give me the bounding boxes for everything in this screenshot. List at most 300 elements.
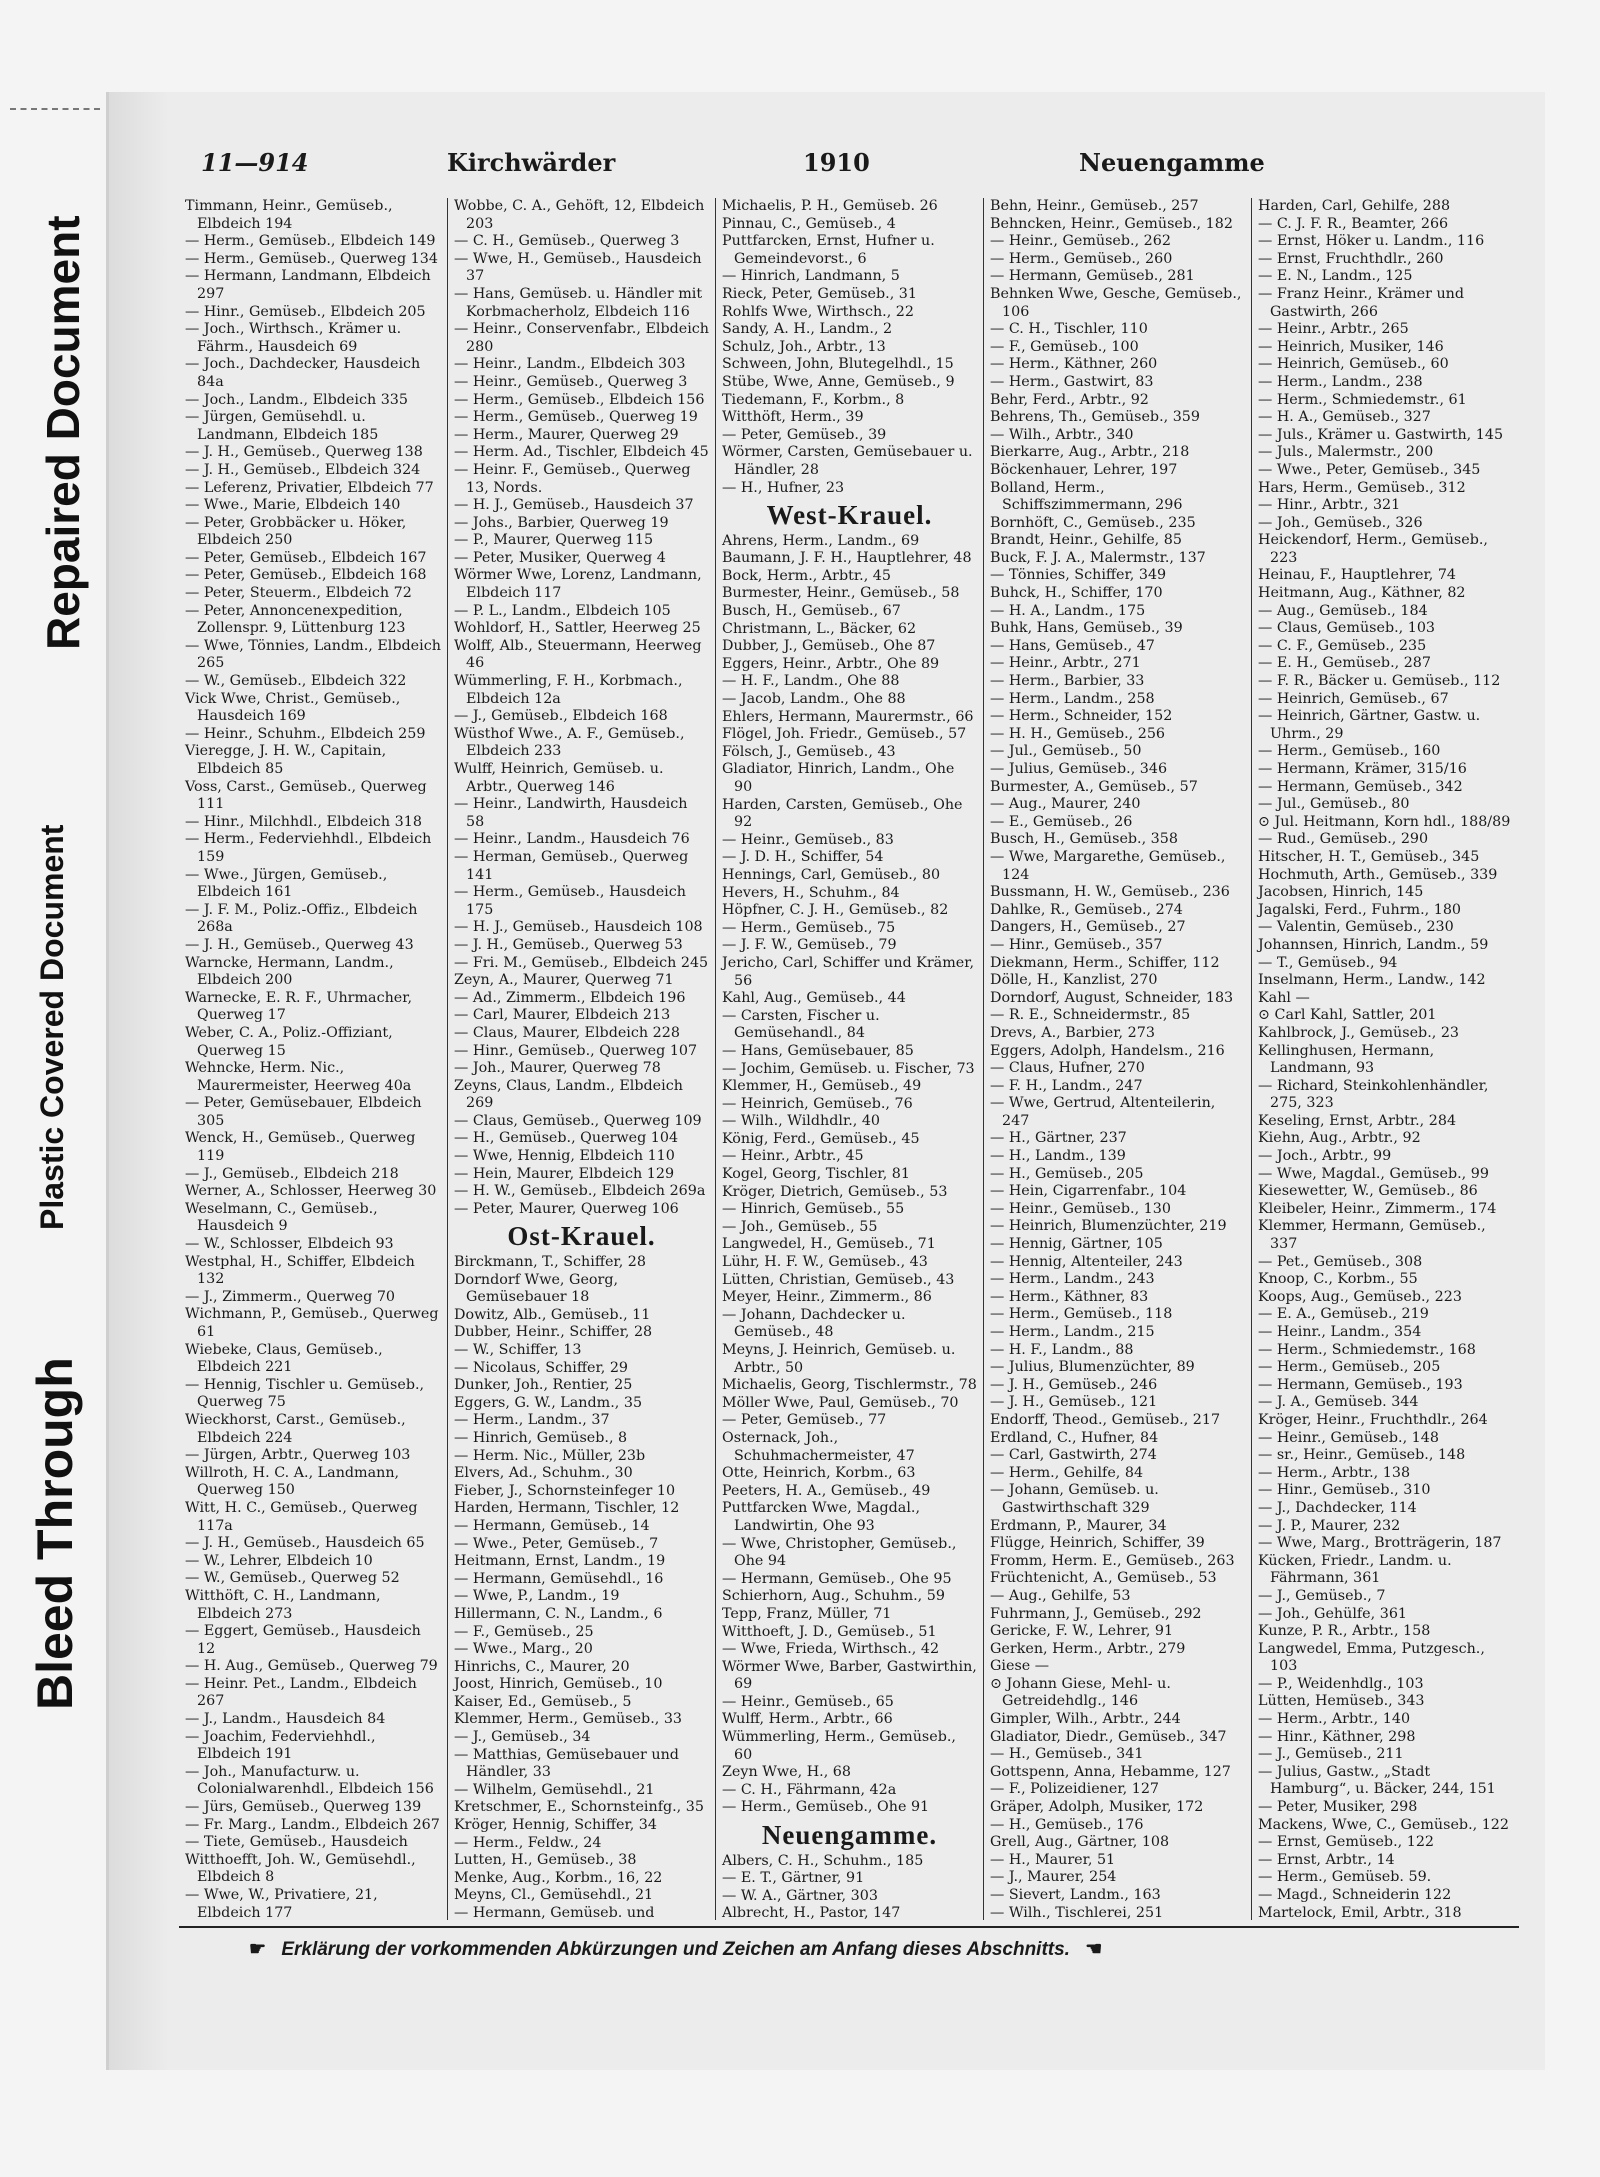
directory-entry: Grell, Aug., Gärtner, 108 bbox=[990, 1834, 1170, 1851]
directory-entry: Mackens, Wwe, C., Gemüseb., 122 bbox=[1258, 1816, 1509, 1833]
directory-entry: ⊙ Jul. Heitmann, Korn hdl., 188/89 bbox=[1258, 813, 1511, 830]
directory-entry: — Heinr., Landm., 354 bbox=[1258, 1324, 1422, 1340]
label-plastic-covered-document: Plastic Covered Document bbox=[34, 824, 70, 1230]
directory-entry: — Hennig, Tischler u. Gemüseb., Querweg 75 bbox=[185, 1376, 425, 1411]
directory-entry: Gladiator, Diedr., Gemüseb., 347 bbox=[990, 1728, 1227, 1745]
directory-entry: Drevs, A., Barbier, 273 bbox=[990, 1024, 1155, 1041]
directory-entry: — Herm., Arbtr., 138 bbox=[1258, 1464, 1411, 1481]
directory-entry: Buck, F. J. A., Malermstr., 137 bbox=[990, 549, 1206, 566]
directory-entry: — Wwe, Marg., Brotträgerin, 187 bbox=[1258, 1535, 1502, 1552]
directory-entry: — Claus, Maurer, Elbdeich 228 bbox=[454, 1024, 680, 1041]
directory-entry: — Hinr., Käthner, 298 bbox=[1258, 1728, 1416, 1745]
directory-column bbox=[447, 198, 715, 1920]
directory-entry: Böckenhauer, Lehrer, 197 bbox=[990, 461, 1178, 478]
directory-entry: Giese — bbox=[990, 1658, 1050, 1675]
directory-entry: Kücken, Friedr., Landm. u. Fährmann, 361 bbox=[1258, 1552, 1452, 1587]
directory-entry: — Peter, Steuerm., Elbdeich 72 bbox=[185, 585, 412, 602]
directory-entry: Puttfarcken Wwe, Magdal., Landwirtin, Ohe 93 bbox=[722, 1500, 920, 1534]
directory-entry: Fuhrmann, J., Gemüseb., 292 bbox=[990, 1605, 1202, 1622]
bottom-rule bbox=[179, 1926, 1519, 1928]
directory-entry: — Claus, Gemüseb., 103 bbox=[1258, 620, 1436, 637]
directory-entry: — J. H., Gemüseb., 246 bbox=[990, 1376, 1158, 1393]
directory-entry: Heickendorf, Herm., Gemüseb., 223 bbox=[1258, 532, 1488, 566]
directory-entry: — Aug., Maurer, 240 bbox=[990, 796, 1141, 813]
directory-entry: — Herm., Gemüseb., Elbdeich 149 bbox=[185, 233, 436, 250]
directory-entry: Westphal, H., Schiffer, Elbdeich 132 bbox=[185, 1253, 415, 1288]
directory-entry: — Heinrich, Musiker, 146 bbox=[1258, 338, 1444, 355]
directory-entry: — Hans, Gemüsebauer, 85 bbox=[722, 1042, 914, 1059]
directory-entry: Vick Wwe, Christ., Gemüseb., Hausdeich 169 bbox=[185, 690, 401, 725]
directory-entry: — Herm., Gemüseb., 205 bbox=[1258, 1359, 1441, 1376]
directory-entry: — Herm., Gemüseb., 260 bbox=[990, 250, 1173, 267]
directory-entry: — R. E., Schneidermstr., 85 bbox=[990, 1007, 1191, 1024]
directory-entry: Kröger, Hennig, Schiffer, 34 bbox=[454, 1817, 657, 1834]
directory-entry: Johannsen, Hinrich, Landm., 59 bbox=[1258, 936, 1489, 953]
directory-entry: Vieregge, J. H. W., Capitain, Elbdeich 85 bbox=[185, 743, 387, 777]
directory-entry: — Juls., Malermstr., 200 bbox=[1258, 444, 1434, 461]
directory-entry: — E., Gemüseb., 26 bbox=[990, 813, 1133, 830]
directory-entry: Rieck, Peter, Gemüseb., 31 bbox=[722, 285, 917, 302]
directory-entry: — Hennig, Gärtner, 105 bbox=[990, 1236, 1163, 1253]
directory-entry: — P., Maurer, Querweg 115 bbox=[454, 532, 654, 549]
directory-entry: Wulff, Herm., Arbtr., 66 bbox=[722, 1711, 893, 1728]
header-district: Neuengamme bbox=[1079, 148, 1265, 177]
directory-entry: — J., Zimmerm., Querweg 70 bbox=[185, 1288, 396, 1305]
directory-entry: Buhk, Hans, Gemüseb., 39 bbox=[990, 620, 1183, 637]
directory-entry: — Herm., Käthner, 83 bbox=[990, 1288, 1149, 1305]
directory-entry: Behrens, Th., Gemüseb., 359 bbox=[990, 409, 1200, 426]
directory-entry: — Johann, Gemüseb. u. Gastwirthschaft 329 bbox=[990, 1482, 1159, 1516]
directory-entry: — Heinr., Arbtr., 265 bbox=[1258, 321, 1409, 338]
directory-entry: — Jul., Gemüseb., 50 bbox=[990, 743, 1142, 760]
directory-entry: Dorndorf Wwe, Georg, Gemüsebauer 18 bbox=[454, 1271, 619, 1306]
directory-entry: — Julius, Gastw., „Stadt Hamburg“, u. Bäcker, 244, 151 bbox=[1258, 1763, 1496, 1798]
directory-entry: Buhck, H., Schiffer, 170 bbox=[990, 585, 1163, 602]
directory-entry: — F., Gemüseb., 25 bbox=[454, 1623, 594, 1640]
directory-entry: — Hinr., Gemüseb., Elbdeich 205 bbox=[185, 303, 426, 320]
pointing-hand-icon: ☚ bbox=[1085, 1939, 1103, 1960]
directory-entry: — Herm. Ad., Tischler, Elbdeich 45 bbox=[454, 444, 709, 461]
directory-entry: — Fr. Marg., Landm., Elbdeich 267 bbox=[185, 1816, 440, 1833]
directory-entry: — Herm., Arbtr., 140 bbox=[1258, 1711, 1411, 1728]
directory-entry: Klemmer, Hermann, Gemüseb., 337 bbox=[1258, 1218, 1486, 1253]
directory-entry: Erdland, C., Hufner, 84 bbox=[990, 1429, 1159, 1446]
page-number: 11—914 bbox=[201, 148, 309, 177]
directory-entry: Voss, Carst., Gemüseb., Querweg 111 bbox=[185, 778, 427, 813]
directory-entry: — Herm., Gemüseb., 118 bbox=[990, 1306, 1173, 1323]
directory-entry: — Herm., Gastwirt, 83 bbox=[990, 373, 1154, 390]
directory-entry: Langwedel, Emma, Putzgesch., 103 bbox=[1258, 1640, 1485, 1675]
directory-entry: — F. H., Landm., 247 bbox=[990, 1077, 1143, 1094]
directory-entry: — Wwe, Magdal., Gemüseb., 99 bbox=[1258, 1165, 1489, 1182]
directory-entry: — Heinr., Gemüseb., Querweg 3 bbox=[454, 373, 688, 390]
directory-entry: — J. H., Gemüseb., Querweg 138 bbox=[185, 444, 423, 461]
directory-entry: — Tiete, Gemüseb., Hausdeich bbox=[185, 1834, 408, 1851]
directory-entry: — Jürgen, Gemüsehdl. u. Landmann, Elbdeich 185 bbox=[185, 409, 379, 443]
directory-entry: — J. H., Gemüseb., 121 bbox=[990, 1394, 1158, 1411]
directory-entry: — Hermann, Landmann, Elbdeich 297 bbox=[185, 268, 431, 302]
directory-entry: Weselmann, C., Gemüseb., Hausdeich 9 bbox=[185, 1200, 378, 1235]
directory-entry: — H. H., Gemüseb., 256 bbox=[990, 725, 1166, 742]
directory-entry: — Hermann, Krämer, 315/16 bbox=[1258, 761, 1467, 777]
directory-entry: — H. W., Gemüseb., Elbdeich 269a bbox=[454, 1183, 706, 1200]
directory-entry: — Carl, Maurer, Elbdeich 213 bbox=[454, 1007, 671, 1024]
directory-entry: Hennings, Carl, Gemüseb., 80 bbox=[722, 866, 941, 883]
directory-entry: — Herm., Landm., 37 bbox=[454, 1412, 610, 1429]
directory-entry: Meyer, Heinr., Zimmerm., 86 bbox=[722, 1289, 932, 1306]
directory-entry: — Joh., Gemüseb., 326 bbox=[1258, 514, 1423, 531]
directory-entry: Behnken Wwe, Gesche, Gemüseb., 106 bbox=[990, 285, 1242, 320]
directory-entry: Zeyns, Claus, Landm., Elbdeich 269 bbox=[454, 1077, 683, 1112]
directory-entry: — Hinr., Gemüseb., 357 bbox=[990, 936, 1163, 953]
directory-entry: — F. R., Bäcker u. Gemüseb., 112 bbox=[1258, 673, 1501, 690]
directory-entry: Joost, Hinrich, Gemüseb., 10 bbox=[454, 1676, 663, 1693]
directory-entry: Wobbe, C. A., Gehöft, 12, Elbdeich 203 bbox=[454, 198, 705, 232]
directory-entry: Diekmann, Herm., Schiffer, 112 bbox=[990, 954, 1220, 971]
directory-entry: Schierhorn, Aug., Schuhm., 59 bbox=[722, 1588, 945, 1605]
directory-entry: Pinnau, C., Gemüseb., 4 bbox=[722, 215, 896, 232]
directory-entry: — Peter, Maurer, Querweg 106 bbox=[454, 1200, 679, 1217]
directory-entry: — J. H., Gemüseb., Querweg 43 bbox=[185, 936, 414, 953]
directory-entry: — Peter, Gemüseb., 77 bbox=[722, 1412, 887, 1429]
directory-entry: Rohlfs Wwe, Wirthsch., 22 bbox=[722, 303, 914, 320]
directory-entry: Witthöft, C. H., Landmann, Elbdeich 273 bbox=[185, 1587, 381, 1622]
directory-entry: — Peter, Gemüseb., Elbdeich 167 bbox=[185, 549, 427, 566]
directory-entry: Gimpler, Wilh., Arbtr., 244 bbox=[990, 1711, 1181, 1728]
directory-entry: Weber, C. A., Poliz.-Offiziant, Querweg 15 bbox=[185, 1024, 393, 1059]
page-binding-edge bbox=[109, 92, 169, 2070]
directory-entry: — Herman, Gemüseb., Querweg 141 bbox=[454, 848, 689, 883]
directory-entry: Harden, Hermann, Tischler, 12 bbox=[454, 1500, 680, 1517]
directory-entry: — Wwe., Marg., 20 bbox=[454, 1641, 593, 1658]
directory-entry: — Joh., Maurer, Querweg 78 bbox=[454, 1060, 661, 1077]
directory-entry: — Hermann, Gemüseb., 281 bbox=[990, 268, 1195, 285]
header-place: Kirchwärder bbox=[447, 148, 616, 177]
directory-entry: — J., Gemüseb., 211 bbox=[1258, 1746, 1404, 1763]
directory-entry: Behn, Heinr., Gemüseb., 257 bbox=[990, 198, 1199, 214]
directory-entry: — Juls., Krämer u. Gastwirth, 145 bbox=[1258, 426, 1504, 443]
directory-entry: Ehlers, Hermann, Maurermstr., 66 bbox=[722, 708, 974, 725]
directory-entry: Wenck, H., Gemüseb., Querweg 119 bbox=[185, 1130, 416, 1165]
directory-entry: Hevers, H., Schuhm., 84 bbox=[722, 884, 900, 901]
directory-columns bbox=[179, 198, 1519, 1920]
directory-entry: Witthoefft, Joh. W., Gemüsehdl., Elbdeich 8 bbox=[185, 1851, 416, 1886]
directory-entry: — H. F., Landm., 88 bbox=[990, 1341, 1134, 1358]
directory-entry: Lütten, Christian, Gemüseb., 43 bbox=[722, 1271, 955, 1288]
directory-entry: — Hinrich, Gemüseb., 8 bbox=[454, 1429, 628, 1446]
directory-entry: Peeters, H. A., Gemüseb., 49 bbox=[722, 1482, 931, 1499]
directory-entry: Kellinghusen, Hermann, Landmann, 93 bbox=[1258, 1042, 1435, 1077]
directory-entry: Gericke, F. W., Lehrer, 91 bbox=[990, 1623, 1174, 1640]
directory-entry: Kahlbrock, J., Gemüseb., 23 bbox=[1258, 1024, 1460, 1041]
directory-entry: Fromm, Herm. E., Gemüseb., 263 bbox=[990, 1552, 1235, 1569]
directory-entry: — Hein, Maurer, Elbdeich 129 bbox=[454, 1165, 675, 1182]
directory-entry: — Herm., Landm., 258 bbox=[990, 690, 1155, 707]
directory-entry: — W., Lehrer, Elbdeich 10 bbox=[185, 1552, 373, 1569]
directory-entry: Jacobsen, Hinrich, 145 bbox=[1258, 884, 1424, 901]
directory-entry: — J., Gemüseb., 7 bbox=[1258, 1587, 1386, 1604]
directory-entry: — Heinr., Arbtr., 45 bbox=[722, 1148, 864, 1165]
directory-entry: Werner, A., Schlosser, Heerweg 30 bbox=[185, 1183, 437, 1200]
directory-entry: — Claus, Hufner, 270 bbox=[990, 1060, 1145, 1077]
directory-entry: — Herm., Landm., 238 bbox=[1258, 373, 1423, 390]
directory-entry: Bock, Herm., Arbtr., 45 bbox=[722, 567, 891, 584]
directory-entry: — Herm. Nic., Müller, 23b bbox=[454, 1447, 646, 1464]
directory-entry: — Herm., Gemüseb., Elbdeich 156 bbox=[454, 391, 705, 408]
directory-entry: — Jürgen, Arbtr., Querweg 103 bbox=[185, 1447, 411, 1464]
directory-entry: — W. A., Gärtner, 303 bbox=[722, 1887, 878, 1904]
directory-entry: Wiebeke, Claus, Gemüseb., Elbdeich 221 bbox=[185, 1341, 383, 1376]
directory-entry: — Joch., Dachdecker, Hausdeich 84a bbox=[185, 356, 421, 390]
directory-entry: — Julius, Blumenzüchter, 89 bbox=[990, 1359, 1195, 1376]
directory-entry: — C. F., Gemüseb., 235 bbox=[1258, 637, 1427, 654]
directory-entry: — Herm., Gemüseb., 75 bbox=[722, 919, 896, 936]
directory-entry: — Hermann, Gemüsehdl., 16 bbox=[454, 1570, 664, 1587]
directory-entry: — Heinr., Landm., Hausdeich 76 bbox=[454, 831, 690, 848]
directory-entry: Zeyn, A., Maurer, Querweg 71 bbox=[454, 972, 674, 989]
directory-entry: — Heinrich, Gärtner, Gastw. u. Uhrm., 29 bbox=[1258, 708, 1481, 742]
directory-entry: Brandt, Heinr., Gehilfe, 85 bbox=[990, 532, 1182, 549]
directory-entry: — J. D. H., Schiffer, 54 bbox=[722, 849, 884, 866]
directory-entry: — Joh., Gehülfe, 361 bbox=[1258, 1605, 1408, 1622]
directory-entry: Behncken, Heinr., Gemüseb., 182 bbox=[990, 215, 1233, 232]
directory-entry: — Herm., Federviehhdl., Elbdeich 159 bbox=[185, 831, 432, 865]
directory-entry: Dowitz, Alb., Gemüseb., 11 bbox=[454, 1306, 651, 1323]
directory-entry: — Hinr., Arbtr., 321 bbox=[1258, 497, 1401, 514]
directory-entry: Inselmann, Herm., Landw., 142 bbox=[1258, 972, 1486, 989]
directory-entry: — E. N., Landm., 125 bbox=[1258, 268, 1413, 285]
directory-entry: — Heinr., Conservenfabr., Elbdeich 280 bbox=[454, 321, 710, 355]
directory-entry: — Hermann, Gemüseb. und bbox=[454, 1905, 655, 1920]
directory-entry: — E. T., Gärtner, 91 bbox=[722, 1870, 865, 1887]
section-title: Ost-Krauel. bbox=[507, 1221, 656, 1252]
directory-entry: — W., Schlosser, Elbdeich 93 bbox=[185, 1236, 394, 1253]
directory-entry: Bolland, Herm., Schiffszimmermann, 296 bbox=[990, 479, 1183, 514]
directory-entry: — Sievert, Landm., 163 bbox=[990, 1887, 1161, 1903]
directory-entry: — F., Polizeidiener, 127 bbox=[990, 1781, 1160, 1798]
scanned-page bbox=[106, 92, 1545, 2070]
directory-entry: — Heinr., Gemüseb., 83 bbox=[722, 831, 894, 848]
directory-entry: Langwedel, H., Gemüseb., 71 bbox=[722, 1236, 936, 1253]
directory-entry: Warncke, Hermann, Landm., Elbdeich 200 bbox=[185, 954, 394, 989]
directory-entry: Kiehn, Aug., Arbtr., 92 bbox=[1258, 1130, 1421, 1147]
directory-entry: — Julius, Gemüseb., 346 bbox=[990, 761, 1168, 777]
directory-entry: — Peter, Gemüsebauer, Elbdeich 305 bbox=[185, 1095, 422, 1129]
directory-entry: — H. J., Gemüseb., Hausdeich 108 bbox=[454, 919, 703, 936]
directory-entry: — Hein, Cigarrenfabr., 104 bbox=[990, 1183, 1187, 1200]
directory-entry: — Heinr. Pet., Landm., Elbdeich 267 bbox=[185, 1675, 417, 1710]
directory-entry: Hillermann, C. N., Landm., 6 bbox=[454, 1605, 663, 1622]
directory-entry: — Valentin, Gemüseb., 230 bbox=[1258, 919, 1454, 936]
directory-entry: — Heinr., Arbtr., 271 bbox=[990, 655, 1141, 672]
directory-entry: Puttfarcken, Ernst, Hufner u. Gemeindevorst., 6 bbox=[722, 233, 935, 267]
directory-entry: Michaelis, P. H., Gemüseb. 26 bbox=[722, 198, 938, 214]
directory-entry: — Hinr., Gemüseb., 310 bbox=[1258, 1482, 1431, 1499]
directory-entry: ⊙ Johann Giese, Mehl- u. Getreidehdlg., 146 bbox=[990, 1675, 1171, 1710]
directory-entry: — Peter, Musiker, 298 bbox=[1258, 1799, 1418, 1816]
directory-entry: — Aug., Gehilfe, 53 bbox=[990, 1587, 1131, 1604]
directory-entry: — W., Gemüseb., Querweg 52 bbox=[185, 1570, 400, 1587]
directory-entry: Tepp, Franz, Müller, 71 bbox=[722, 1605, 892, 1622]
directory-entry: Kleibeler, Heinr., Zimmerm., 174 bbox=[1258, 1200, 1497, 1217]
directory-entry: Christmann, L., Bäcker, 62 bbox=[722, 620, 917, 637]
directory-entry: — Peter, Annoncenexpedition, Zollenspr. 9, Lüttenburg 123 bbox=[185, 602, 406, 637]
directory-entry: — Jul., Gemüseb., 80 bbox=[1258, 796, 1410, 813]
directory-entry: — Wwe., Jürgen, Gemüseb., Elbdeich 161 bbox=[185, 866, 388, 901]
directory-column bbox=[179, 198, 447, 1920]
directory-entry: Dunker, Joh., Rentier, 25 bbox=[454, 1377, 633, 1394]
directory-entry: — Herm., Barbier, 33 bbox=[990, 673, 1145, 690]
directory-entry: Kogel, Georg, Tischler, 81 bbox=[722, 1166, 910, 1183]
directory-entry: Höpfner, C. J. H., Gemüseb., 82 bbox=[722, 902, 949, 919]
directory-entry: — Wwe., Marie, Elbdeich 140 bbox=[185, 497, 401, 514]
directory-entry: — H. A., Gemüseb., 327 bbox=[1258, 409, 1431, 426]
directory-entry: — Hermann, Gemüseb., Ohe 95 bbox=[722, 1570, 952, 1587]
directory-entry: — F., Gemüseb., 100 bbox=[990, 338, 1139, 355]
directory-entry: Koops, Aug., Gemüseb., 223 bbox=[1258, 1288, 1462, 1305]
directory-entry: Ahrens, Herm., Landm., 69 bbox=[722, 532, 920, 549]
directory-entry: — Wwe, Margarethe, Gemüseb., 124 bbox=[990, 848, 1226, 883]
directory-entry: — Wwe., Peter, Gemüseb., 7 bbox=[454, 1535, 659, 1552]
directory-entry: — W., Gemüseb., Elbdeich 322 bbox=[185, 673, 407, 690]
directory-entry: — Wwe, Hennig, Elbdeich 110 bbox=[454, 1148, 675, 1165]
directory-entry: — Hinr., Milchhdl., Elbdeich 318 bbox=[185, 813, 422, 830]
directory-entry: — Pet., Gemüseb., 308 bbox=[1258, 1253, 1423, 1270]
footer-text: Erklärung der vorkommenden Abkürzungen und Zeichen am Anfang dieses Abschnitts. bbox=[281, 1939, 1070, 1960]
directory-entry: — Ernst, Arbtr., 14 bbox=[1258, 1851, 1395, 1868]
directory-entry: — Rud., Gemüseb., 290 bbox=[1258, 831, 1429, 848]
directory-entry: — Peter, Gemüseb., 39 bbox=[722, 426, 887, 443]
directory-entry: — Heinr. F., Gemüseb., Querweg 13, Nords. bbox=[454, 461, 691, 496]
directory-entry: — H., Maurer, 51 bbox=[990, 1851, 1116, 1868]
directory-entry: Harden, Carl, Gehilfe, 288 bbox=[1258, 198, 1451, 214]
directory-entry: Flögel, Joh. Friedr., Gemüseb., 57 bbox=[722, 726, 967, 743]
dashed-edge-mark bbox=[10, 108, 100, 116]
directory-entry: — Peter, Gemüseb., Elbdeich 168 bbox=[185, 567, 427, 584]
directory-entry: Kahl, Aug., Gemüseb., 44 bbox=[722, 990, 906, 1007]
directory-entry: — Wwe, H., Gemüseb., Hausdeich 37 bbox=[454, 250, 702, 285]
directory-entry: — Herm., Schneider, 152 bbox=[990, 708, 1173, 725]
pointing-hand-icon: ☛ bbox=[249, 1939, 267, 1960]
directory-entry: Sandy, A. H., Landm., 2 bbox=[722, 321, 893, 338]
directory-entry: Früchtenicht, A., Gemüseb., 53 bbox=[990, 1570, 1217, 1587]
directory-entry: Otte, Heinrich, Korbm., 63 bbox=[722, 1465, 916, 1482]
directory-entry: Heinau, F., Hauptlehrer, 74 bbox=[1258, 567, 1457, 584]
directory-entry: Lütten, Hemüseb., 343 bbox=[1258, 1693, 1425, 1710]
directory-entry: Zeyn Wwe, H., 68 bbox=[722, 1764, 852, 1781]
directory-entry: — H. F., Landm., Ohe 88 bbox=[722, 673, 900, 690]
directory-entry: — J., Gemüseb., Elbdeich 218 bbox=[185, 1165, 399, 1182]
directory-entry: — H., Gemüseb., 341 bbox=[990, 1746, 1144, 1763]
directory-entry: — Franz Heinr., Krämer und Gastwirth, 266 bbox=[1258, 285, 1465, 320]
directory-entry: — Wilh., Arbtr., 340 bbox=[990, 426, 1134, 443]
directory-entry: Wümmerling, F. H., Korbmach., Elbdeich 12a bbox=[454, 673, 683, 707]
directory-entry: — E. A., Gemüseb., 219 bbox=[1258, 1306, 1429, 1323]
directory-entry: — Nicolaus, Schiffer, 29 bbox=[454, 1359, 629, 1376]
directory-entry: — Hennig, Altenteiler, 243 bbox=[990, 1253, 1183, 1270]
directory-entry: — Hinrich, Gemüseb., 55 bbox=[722, 1201, 905, 1218]
directory-entry: Knoop, C., Korbm., 55 bbox=[1258, 1271, 1418, 1288]
directory-entry: Jagalski, Ferd., Fuhrm., 180 bbox=[1258, 901, 1462, 918]
directory-entry: Kunze, P. R., Arbtr., 158 bbox=[1258, 1623, 1431, 1640]
directory-entry: — Joachim, Federviehhdl., Elbdeich 191 bbox=[185, 1728, 376, 1763]
directory-entry: Dangers, H., Gemüseb., 27 bbox=[990, 919, 1186, 936]
directory-entry: — Jochim, Gemüseb. u. Fischer, 73 bbox=[722, 1060, 975, 1077]
directory-entry: — Leferenz, Privatier, Elbdeich 77 bbox=[185, 479, 434, 496]
directory-entry: Albrecht, H., Pastor, 147 bbox=[722, 1905, 901, 1920]
directory-entry: Baumann, J. F. H., Hauptlehrer, 48 bbox=[722, 550, 972, 567]
directory-entry: — H. A., Landm., 175 bbox=[990, 602, 1146, 619]
directory-entry: — Herm., Gemüseb. 59. bbox=[1258, 1869, 1432, 1886]
directory-entry: — Ad., Zimmerm., Elbdeich 196 bbox=[454, 989, 686, 1006]
directory-entry: Gräper, Adolph, Musiker, 172 bbox=[990, 1799, 1204, 1816]
directory-entry: — H., Landm., 139 bbox=[990, 1148, 1126, 1165]
directory-entry: Dahlke, R., Gemüseb., 274 bbox=[990, 901, 1183, 918]
label-repaired-document: Repaired Document bbox=[37, 215, 89, 650]
directory-entry: — Herm., Maurer, Querweg 29 bbox=[454, 426, 679, 443]
directory-entry: Wörmer Wwe, Lorenz, Landmann, Elbdeich 117 bbox=[454, 567, 702, 602]
directory-entry: — Wwe, W., Privatiere, 21, Elbdeich 177 bbox=[185, 1887, 378, 1920]
directory-entry: Wohldorf, H., Sattler, Heerweg 25 bbox=[454, 620, 701, 637]
directory-entry: — Heinrich, Gemüseb., 67 bbox=[1258, 690, 1449, 707]
directory-entry: — Wwe., Peter, Gemüseb., 345 bbox=[1258, 461, 1481, 478]
directory-entry: — H., Gemüseb., Querweg 104 bbox=[454, 1130, 679, 1147]
directory-entry: — H., Hufner, 23 bbox=[722, 479, 845, 496]
directory-entry: — Herm., Gemüseb., 160 bbox=[1258, 743, 1441, 760]
directory-entry: — Hans, Gemüseb., 47 bbox=[990, 637, 1155, 654]
directory-entry: Kaiser, Ed., Gemüseb., 5 bbox=[454, 1693, 632, 1710]
directory-entry: — Heinr., Gemüseb., 65 bbox=[722, 1693, 894, 1710]
directory-entry: Meyns, J. Heinrich, Gemüseb. u. Arbtr., 50 bbox=[722, 1342, 956, 1376]
directory-entry: — Herm., Gemüseb., Hausdeich 175 bbox=[454, 884, 686, 918]
directory-entry: Eggers, Heinr., Arbtr., Ohe 89 bbox=[722, 655, 940, 672]
directory-entry: — W., Schiffer, 13 bbox=[454, 1342, 582, 1358]
directory-entry: Michaelis, Georg, Tischlermstr., 78 bbox=[722, 1377, 977, 1394]
directory-entry: Harden, Carsten, Gemüseb., Ohe 92 bbox=[722, 796, 963, 831]
directory-entry: Schulz, Joh., Arbtr., 13 bbox=[722, 338, 886, 355]
directory-entry: Wolff, Alb., Steuermann, Heerweg 46 bbox=[454, 637, 702, 672]
directory-entry: — Eggert, Gemüseb., Hausdeich 12 bbox=[185, 1623, 421, 1657]
page-content bbox=[179, 148, 1519, 1960]
section-title: West-Krauel. bbox=[766, 500, 933, 531]
directory-entry: — J. F. W., Gemüseb., 79 bbox=[722, 937, 897, 954]
directory-entry: Gerken, Herm., Arbtr., 279 bbox=[990, 1640, 1186, 1657]
directory-entry: — Tönnies, Schiffer, 349 bbox=[990, 567, 1167, 584]
directory-entry: Martelock, Emil, Arbtr., 318 bbox=[1258, 1904, 1462, 1920]
directory-entry: — Heinr., Gemüseb., 130 bbox=[990, 1200, 1171, 1217]
directory-entry: Hitscher, H. T., Gemüseb., 345 bbox=[1258, 848, 1480, 865]
directory-entry: — P. L., Landm., Elbdeich 105 bbox=[454, 602, 671, 619]
directory-entry: — J. F. M., Poliz.-Offiz., Elbdeich 268a bbox=[185, 901, 418, 936]
directory-entry: — Carl, Gastwirth, 274 bbox=[990, 1447, 1157, 1464]
directory-entry: — Wilh., Tischlerei, 251 bbox=[990, 1904, 1164, 1920]
directory-entry: Dubber, Heinr., Schiffer, 28 bbox=[454, 1324, 653, 1341]
directory-entry: — Hinr., Gemüseb., Querweg 107 bbox=[454, 1042, 698, 1059]
side-labels bbox=[0, 0, 120, 2177]
directory-column bbox=[983, 198, 1251, 1920]
directory-entry: — Matthias, Gemüsebauer und Händler, 33 bbox=[454, 1746, 679, 1781]
directory-entry: Jericho, Carl, Schiffer und Krämer, 56 bbox=[722, 954, 975, 989]
directory-entry: — Jacob, Landm., Ohe 88 bbox=[722, 691, 906, 708]
directory-entry: Witthöft, Herm., 39 bbox=[722, 409, 864, 426]
directory-entry: Kahl — bbox=[1258, 989, 1310, 1006]
directory-entry: — Ernst, Höker u. Landm., 116 bbox=[1258, 233, 1485, 250]
directory-entry: Klemmer, H., Gemüseb., 49 bbox=[722, 1078, 922, 1095]
directory-entry: — Heinrich, Gemüseb., 76 bbox=[722, 1095, 913, 1112]
directory-entry: — sr., Heinr., Gemüseb., 148 bbox=[1258, 1447, 1466, 1464]
directory-entry: — Hinrich, Landmann, 5 bbox=[722, 268, 900, 285]
directory-entry: — Joh., Gemüseb., 55 bbox=[722, 1218, 878, 1235]
